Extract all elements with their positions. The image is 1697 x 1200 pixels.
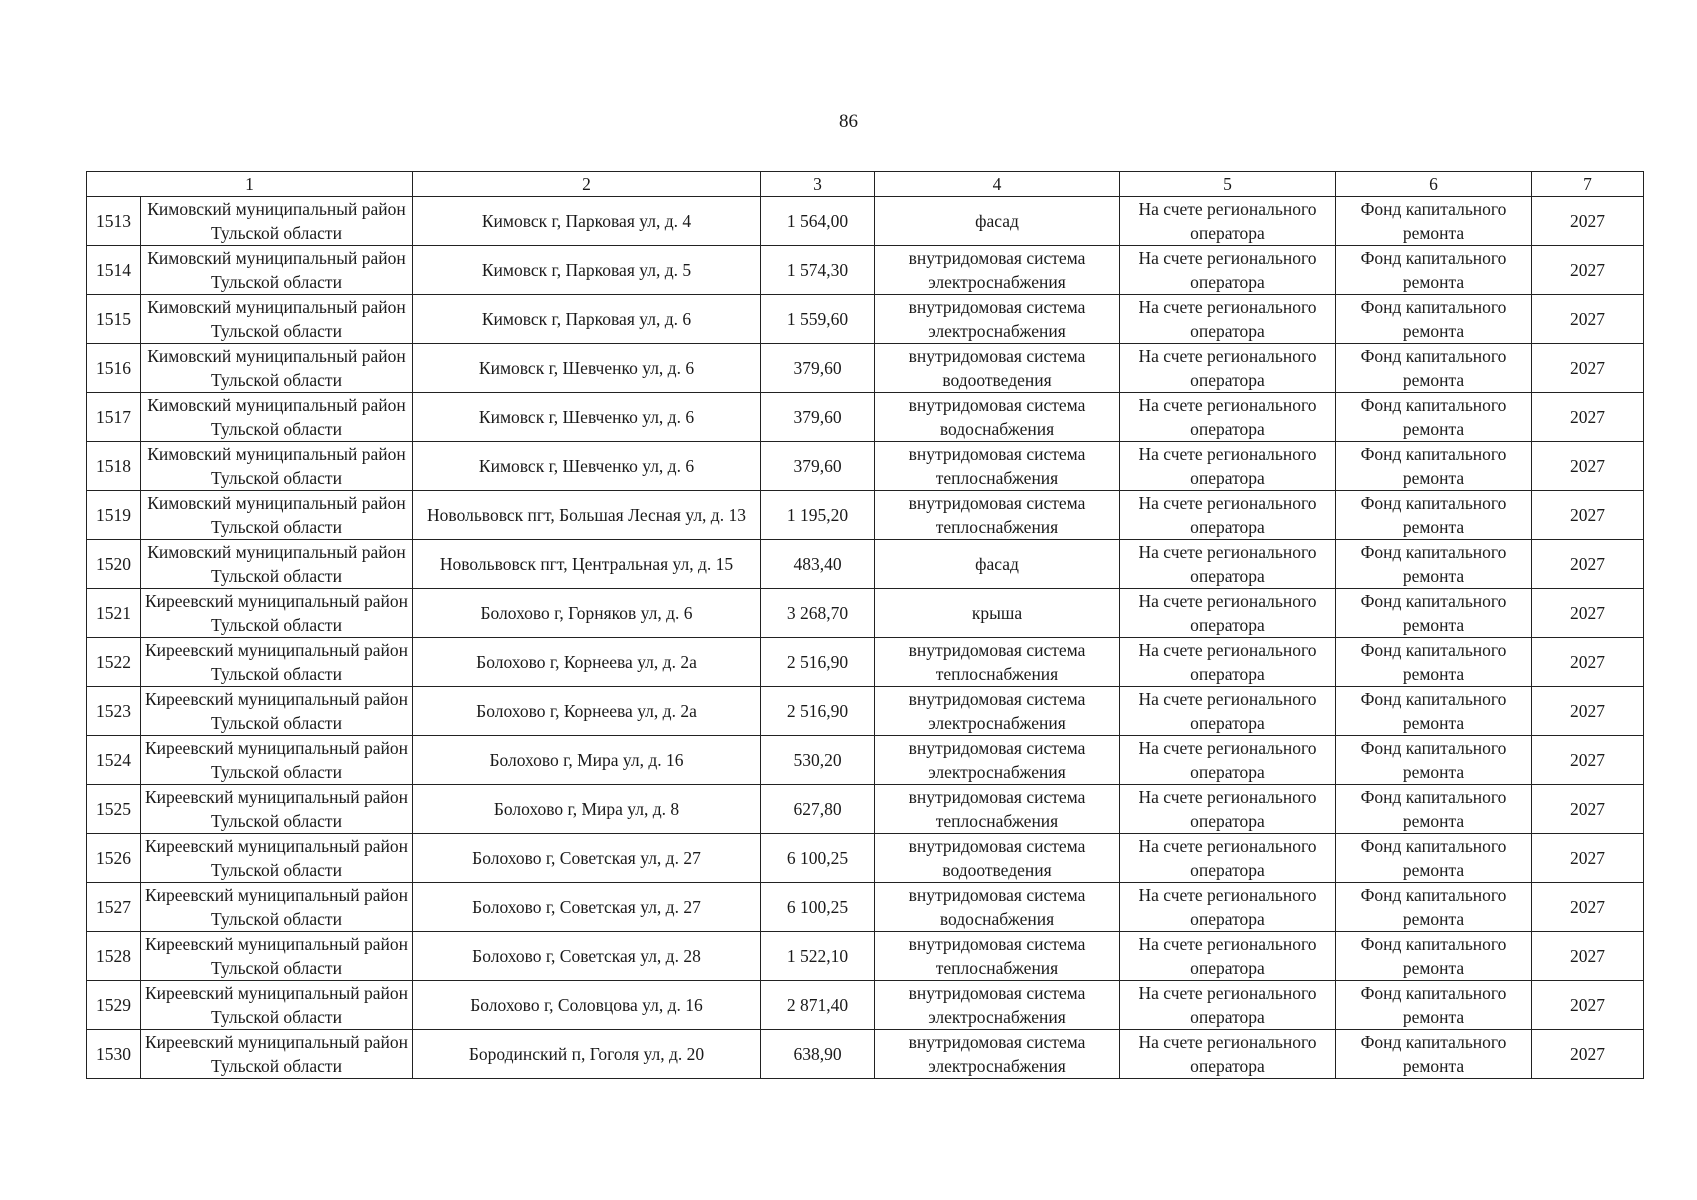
cell-row-number: 1516 xyxy=(87,344,141,393)
cell-year: 2027 xyxy=(1532,442,1644,491)
table-row xyxy=(87,981,1644,1030)
cell-funding-source: Фонд капитального ремонта xyxy=(1336,491,1532,540)
cell-year: 2027 xyxy=(1532,932,1644,981)
table-row xyxy=(87,932,1644,981)
cell-municipality: Киреевский муниципальный район Тульской области xyxy=(141,736,413,785)
cell-address: Кимовск г, Шевченко ул, д. 6 xyxy=(413,442,761,491)
cell-funding-source: Фонд капитального ремонта xyxy=(1336,785,1532,834)
cell-municipality: Кимовский муниципальный район Тульской области xyxy=(141,295,413,344)
header-row xyxy=(87,172,1644,197)
cell-fund-account: На счете регионального оператора xyxy=(1120,295,1336,344)
cell-area: 638,90 xyxy=(761,1030,875,1079)
cell-area: 483,40 xyxy=(761,540,875,589)
cell-fund-account: На счете регионального оператора xyxy=(1120,442,1336,491)
cell-address: Бородинский п, Гоголя ул, д. 20 xyxy=(413,1030,761,1079)
cell-work-type: внутридомовая система водоснабжения xyxy=(875,393,1120,442)
header-col-6: 6 xyxy=(1336,172,1532,197)
cell-area: 1 522,10 xyxy=(761,932,875,981)
cell-row-number: 1525 xyxy=(87,785,141,834)
cell-address: Болохово г, Мира ул, д. 16 xyxy=(413,736,761,785)
cell-area: 2 516,90 xyxy=(761,638,875,687)
cell-fund-account: На счете регионального оператора xyxy=(1120,1030,1336,1079)
cell-work-type: внутридомовая система водоотведения xyxy=(875,834,1120,883)
cell-municipality: Киреевский муниципальный район Тульской области xyxy=(141,1030,413,1079)
table-row xyxy=(87,393,1644,442)
cell-area: 530,20 xyxy=(761,736,875,785)
table-header xyxy=(87,172,1644,197)
table-row xyxy=(87,1030,1644,1079)
cell-row-number: 1523 xyxy=(87,687,141,736)
cell-address: Кимовск г, Шевченко ул, д. 6 xyxy=(413,393,761,442)
cell-work-type: внутридомовая система теплоснабжения xyxy=(875,932,1120,981)
cell-work-type: внутридомовая система теплоснабжения xyxy=(875,491,1120,540)
cell-row-number: 1520 xyxy=(87,540,141,589)
cell-row-number: 1519 xyxy=(87,491,141,540)
table-row xyxy=(87,589,1644,638)
page-number: 86 xyxy=(839,111,858,132)
cell-fund-account: На счете регионального оператора xyxy=(1120,981,1336,1030)
table-row xyxy=(87,295,1644,344)
cell-address: Новольвовск пгт, Центральная ул, д. 15 xyxy=(413,540,761,589)
cell-funding-source: Фонд капитального ремонта xyxy=(1336,344,1532,393)
table-row xyxy=(87,638,1644,687)
cell-municipality: Киреевский муниципальный район Тульской области xyxy=(141,687,413,736)
cell-municipality: Кимовский муниципальный район Тульской области xyxy=(141,344,413,393)
cell-address: Болохово г, Советская ул, д. 28 xyxy=(413,932,761,981)
cell-work-type: крыша xyxy=(875,589,1120,638)
cell-fund-account: На счете регионального оператора xyxy=(1120,932,1336,981)
cell-area: 627,80 xyxy=(761,785,875,834)
cell-fund-account: На счете регионального оператора xyxy=(1120,834,1336,883)
capital-repair-table xyxy=(86,171,1644,1079)
header-col-5: 5 xyxy=(1120,172,1336,197)
cell-fund-account: На счете регионального оператора xyxy=(1120,736,1336,785)
cell-work-type: внутридомовая система теплоснабжения xyxy=(875,442,1120,491)
table-row xyxy=(87,197,1644,246)
cell-address: Кимовск г, Парковая ул, д. 4 xyxy=(413,197,761,246)
cell-address: Новольвовск пгт, Большая Лесная ул, д. 13 xyxy=(413,491,761,540)
cell-funding-source: Фонд капитального ремонта xyxy=(1336,687,1532,736)
cell-work-type: внутридомовая система электроснабжения xyxy=(875,246,1120,295)
cell-funding-source: Фонд капитального ремонта xyxy=(1336,1030,1532,1079)
cell-funding-source: Фонд капитального ремонта xyxy=(1336,834,1532,883)
cell-fund-account: На счете регионального оператора xyxy=(1120,393,1336,442)
cell-funding-source: Фонд капитального ремонта xyxy=(1336,246,1532,295)
cell-work-type: внутридомовая система электроснабжения xyxy=(875,981,1120,1030)
cell-year: 2027 xyxy=(1532,638,1644,687)
cell-municipality: Киреевский муниципальный район Тульской области xyxy=(141,883,413,932)
header-col-3: 3 xyxy=(761,172,875,197)
cell-row-number: 1522 xyxy=(87,638,141,687)
cell-year: 2027 xyxy=(1532,883,1644,932)
cell-area: 379,60 xyxy=(761,344,875,393)
header-col-7: 7 xyxy=(1532,172,1644,197)
cell-row-number: 1529 xyxy=(87,981,141,1030)
cell-area: 6 100,25 xyxy=(761,883,875,932)
table-row xyxy=(87,687,1644,736)
cell-year: 2027 xyxy=(1532,491,1644,540)
header-col-2: 2 xyxy=(413,172,761,197)
cell-funding-source: Фонд капитального ремонта xyxy=(1336,981,1532,1030)
cell-work-type: внутридомовая система электроснабжения xyxy=(875,1030,1120,1079)
cell-address: Болохово г, Горняков ул, д. 6 xyxy=(413,589,761,638)
cell-address: Кимовск г, Шевченко ул, д. 6 xyxy=(413,344,761,393)
cell-year: 2027 xyxy=(1532,736,1644,785)
cell-fund-account: На счете регионального оператора xyxy=(1120,883,1336,932)
cell-year: 2027 xyxy=(1532,295,1644,344)
cell-funding-source: Фонд капитального ремонта xyxy=(1336,932,1532,981)
cell-work-type: внутридомовая система электроснабжения xyxy=(875,736,1120,785)
cell-fund-account: На счете регионального оператора xyxy=(1120,638,1336,687)
table-row xyxy=(87,540,1644,589)
cell-work-type: фасад xyxy=(875,540,1120,589)
cell-municipality: Кимовский муниципальный район Тульской области xyxy=(141,491,413,540)
table-row xyxy=(87,246,1644,295)
cell-address: Кимовск г, Парковая ул, д. 5 xyxy=(413,246,761,295)
cell-address: Болохово г, Советская ул, д. 27 xyxy=(413,834,761,883)
cell-row-number: 1526 xyxy=(87,834,141,883)
cell-fund-account: На счете регионального оператора xyxy=(1120,589,1336,638)
cell-municipality: Киреевский муниципальный район Тульской области xyxy=(141,834,413,883)
cell-funding-source: Фонд капитального ремонта xyxy=(1336,638,1532,687)
cell-year: 2027 xyxy=(1532,687,1644,736)
cell-work-type: внутридомовая система водоотведения xyxy=(875,344,1120,393)
cell-address: Болохово г, Корнеева ул, д. 2а xyxy=(413,638,761,687)
header-col-4: 4 xyxy=(875,172,1120,197)
table-body xyxy=(87,197,1644,1079)
cell-year: 2027 xyxy=(1532,589,1644,638)
cell-year: 2027 xyxy=(1532,344,1644,393)
cell-work-type: фасад xyxy=(875,197,1120,246)
cell-area: 1 574,30 xyxy=(761,246,875,295)
cell-work-type: внутридомовая система электроснабжения xyxy=(875,687,1120,736)
cell-row-number: 1524 xyxy=(87,736,141,785)
cell-fund-account: На счете регионального оператора xyxy=(1120,785,1336,834)
cell-row-number: 1521 xyxy=(87,589,141,638)
cell-area: 1 564,00 xyxy=(761,197,875,246)
cell-row-number: 1518 xyxy=(87,442,141,491)
cell-work-type: внутридомовая система теплоснабжения xyxy=(875,785,1120,834)
cell-row-number: 1530 xyxy=(87,1030,141,1079)
table-row xyxy=(87,442,1644,491)
table-row xyxy=(87,344,1644,393)
cell-row-number: 1515 xyxy=(87,295,141,344)
table-row xyxy=(87,491,1644,540)
cell-work-type: внутридомовая система теплоснабжения xyxy=(875,638,1120,687)
cell-fund-account: На счете регионального оператора xyxy=(1120,246,1336,295)
cell-row-number: 1513 xyxy=(87,197,141,246)
cell-fund-account: На счете регионального оператора xyxy=(1120,491,1336,540)
cell-municipality: Киреевский муниципальный район Тульской области xyxy=(141,785,413,834)
cell-municipality: Киреевский муниципальный район Тульской области xyxy=(141,638,413,687)
cell-year: 2027 xyxy=(1532,246,1644,295)
cell-area: 1 195,20 xyxy=(761,491,875,540)
cell-address: Болохово г, Мира ул, д. 8 xyxy=(413,785,761,834)
header-col-1: 1 xyxy=(87,172,413,197)
cell-funding-source: Фонд капитального ремонта xyxy=(1336,540,1532,589)
cell-row-number: 1528 xyxy=(87,932,141,981)
cell-municipality: Кимовский муниципальный район Тульской области xyxy=(141,540,413,589)
cell-year: 2027 xyxy=(1532,834,1644,883)
cell-year: 2027 xyxy=(1532,1030,1644,1079)
table-row xyxy=(87,736,1644,785)
cell-funding-source: Фонд капитального ремонта xyxy=(1336,736,1532,785)
cell-funding-source: Фонд капитального ремонта xyxy=(1336,295,1532,344)
cell-fund-account: На счете регионального оператора xyxy=(1120,540,1336,589)
cell-area: 2 516,90 xyxy=(761,687,875,736)
cell-municipality: Кимовский муниципальный район Тульской области xyxy=(141,393,413,442)
cell-funding-source: Фонд капитального ремонта xyxy=(1336,442,1532,491)
cell-area: 3 268,70 xyxy=(761,589,875,638)
cell-address: Болохово г, Корнеева ул, д. 2а xyxy=(413,687,761,736)
cell-area: 2 871,40 xyxy=(761,981,875,1030)
cell-work-type: внутридомовая система электроснабжения xyxy=(875,295,1120,344)
table-row xyxy=(87,785,1644,834)
cell-funding-source: Фонд капитального ремонта xyxy=(1336,589,1532,638)
cell-address: Болохово г, Соловцова ул, д. 16 xyxy=(413,981,761,1030)
cell-fund-account: На счете регионального оператора xyxy=(1120,344,1336,393)
table-row xyxy=(87,883,1644,932)
cell-area: 379,60 xyxy=(761,393,875,442)
cell-municipality: Кимовский муниципальный район Тульской области xyxy=(141,442,413,491)
cell-fund-account: На счете регионального оператора xyxy=(1120,197,1336,246)
cell-funding-source: Фонд капитального ремонта xyxy=(1336,197,1532,246)
cell-area: 1 559,60 xyxy=(761,295,875,344)
cell-funding-source: Фонд капитального ремонта xyxy=(1336,393,1532,442)
cell-municipality: Киреевский муниципальный район Тульской области xyxy=(141,589,413,638)
table-row xyxy=(87,834,1644,883)
cell-fund-account: На счете регионального оператора xyxy=(1120,687,1336,736)
cell-year: 2027 xyxy=(1532,785,1644,834)
cell-row-number: 1517 xyxy=(87,393,141,442)
cell-municipality: Кимовский муниципальный район Тульской области xyxy=(141,197,413,246)
cell-row-number: 1514 xyxy=(87,246,141,295)
cell-municipality: Киреевский муниципальный район Тульской области xyxy=(141,981,413,1030)
cell-year: 2027 xyxy=(1532,981,1644,1030)
cell-year: 2027 xyxy=(1532,393,1644,442)
cell-address: Кимовск г, Парковая ул, д. 6 xyxy=(413,295,761,344)
cell-address: Болохово г, Советская ул, д. 27 xyxy=(413,883,761,932)
cell-area: 6 100,25 xyxy=(761,834,875,883)
cell-year: 2027 xyxy=(1532,540,1644,589)
cell-year: 2027 xyxy=(1532,197,1644,246)
cell-area: 379,60 xyxy=(761,442,875,491)
cell-work-type: внутридомовая система водоснабжения xyxy=(875,883,1120,932)
cell-funding-source: Фонд капитального ремонта xyxy=(1336,883,1532,932)
cell-municipality: Кимовский муниципальный район Тульской области xyxy=(141,246,413,295)
cell-row-number: 1527 xyxy=(87,883,141,932)
cell-municipality: Киреевский муниципальный район Тульской области xyxy=(141,932,413,981)
